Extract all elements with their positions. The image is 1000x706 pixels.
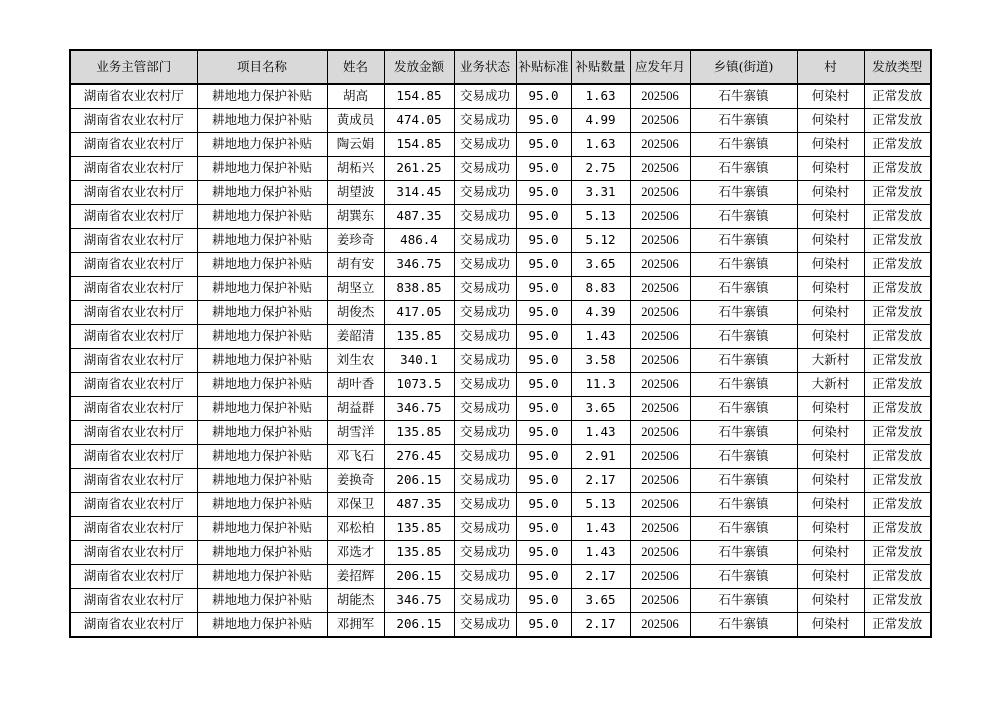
cell-quantity: 1.63 — [571, 133, 630, 157]
cell-type: 正常发放 — [864, 205, 931, 229]
cell-quantity: 3.65 — [571, 253, 630, 277]
cell-standard: 95.0 — [516, 541, 571, 565]
cell-dept: 湖南省农业农村厅 — [70, 469, 197, 493]
cell-type: 正常发放 — [864, 589, 931, 613]
cell-yearmonth: 202506 — [630, 349, 690, 373]
table-row — [70, 181, 931, 205]
cell-status: 交易成功 — [454, 301, 516, 325]
column-header-status: 业务状态 — [454, 50, 516, 84]
cell-quantity: 3.65 — [571, 589, 630, 613]
cell-town: 石牛寨镇 — [690, 565, 797, 589]
table-row — [70, 421, 931, 445]
cell-name: 邓选才 — [327, 541, 384, 565]
cell-village: 何染村 — [797, 613, 864, 638]
cell-name: 邓拥军 — [327, 613, 384, 638]
cell-dept: 湖南省农业农村厅 — [70, 613, 197, 638]
cell-standard: 95.0 — [516, 613, 571, 638]
cell-project: 耕地地力保护补贴 — [197, 613, 327, 638]
cell-quantity: 3.65 — [571, 397, 630, 421]
cell-quantity: 2.91 — [571, 445, 630, 469]
cell-amount: 340.1 — [384, 349, 454, 373]
cell-status: 交易成功 — [454, 445, 516, 469]
cell-village: 何染村 — [797, 84, 864, 109]
table-row — [70, 541, 931, 565]
cell-status: 交易成功 — [454, 253, 516, 277]
cell-quantity: 5.13 — [571, 493, 630, 517]
cell-village: 何染村 — [797, 181, 864, 205]
cell-project: 耕地地力保护补贴 — [197, 445, 327, 469]
cell-village: 何染村 — [797, 157, 864, 181]
cell-status: 交易成功 — [454, 541, 516, 565]
cell-standard: 95.0 — [516, 373, 571, 397]
cell-town: 石牛寨镇 — [690, 421, 797, 445]
cell-village: 何染村 — [797, 517, 864, 541]
cell-standard: 95.0 — [516, 301, 571, 325]
cell-standard: 95.0 — [516, 517, 571, 541]
cell-name: 刘生农 — [327, 349, 384, 373]
cell-type: 正常发放 — [864, 373, 931, 397]
cell-standard: 95.0 — [516, 277, 571, 301]
cell-type: 正常发放 — [864, 157, 931, 181]
cell-amount: 838.85 — [384, 277, 454, 301]
cell-amount: 135.85 — [384, 517, 454, 541]
cell-project: 耕地地力保护补贴 — [197, 397, 327, 421]
cell-dept: 湖南省农业农村厅 — [70, 397, 197, 421]
cell-town: 石牛寨镇 — [690, 397, 797, 421]
cell-name: 胡有安 — [327, 253, 384, 277]
header-row — [70, 50, 931, 84]
table-row — [70, 565, 931, 589]
cell-type: 正常发放 — [864, 229, 931, 253]
cell-town: 石牛寨镇 — [690, 109, 797, 133]
cell-town: 石牛寨镇 — [690, 325, 797, 349]
cell-quantity: 1.43 — [571, 325, 630, 349]
cell-status: 交易成功 — [454, 277, 516, 301]
cell-status: 交易成功 — [454, 229, 516, 253]
cell-amount: 154.85 — [384, 84, 454, 109]
table-row — [70, 397, 931, 421]
cell-dept: 湖南省农业农村厅 — [70, 133, 197, 157]
cell-amount: 474.05 — [384, 109, 454, 133]
cell-status: 交易成功 — [454, 349, 516, 373]
cell-type: 正常发放 — [864, 325, 931, 349]
cell-dept: 湖南省农业农村厅 — [70, 301, 197, 325]
cell-town: 石牛寨镇 — [690, 493, 797, 517]
cell-status: 交易成功 — [454, 565, 516, 589]
column-header-standard: 补贴标准 — [516, 50, 571, 84]
cell-dept: 湖南省农业农村厅 — [70, 84, 197, 109]
cell-quantity: 1.63 — [571, 84, 630, 109]
cell-status: 交易成功 — [454, 181, 516, 205]
cell-status: 交易成功 — [454, 373, 516, 397]
cell-type: 正常发放 — [864, 181, 931, 205]
cell-town: 石牛寨镇 — [690, 541, 797, 565]
cell-standard: 95.0 — [516, 205, 571, 229]
cell-name: 姜韶清 — [327, 325, 384, 349]
table-row — [70, 301, 931, 325]
cell-status: 交易成功 — [454, 109, 516, 133]
cell-village: 何染村 — [797, 541, 864, 565]
cell-village: 何染村 — [797, 469, 864, 493]
cell-dept: 湖南省农业农村厅 — [70, 445, 197, 469]
cell-type: 正常发放 — [864, 613, 931, 638]
cell-project: 耕地地力保护补贴 — [197, 517, 327, 541]
cell-yearmonth: 202506 — [630, 157, 690, 181]
cell-village: 何染村 — [797, 421, 864, 445]
cell-dept: 湖南省农业农村厅 — [70, 109, 197, 133]
cell-standard: 95.0 — [516, 445, 571, 469]
cell-type: 正常发放 — [864, 469, 931, 493]
cell-dept: 湖南省农业农村厅 — [70, 349, 197, 373]
cell-status: 交易成功 — [454, 613, 516, 638]
column-header-town: 乡镇(街道) — [690, 50, 797, 84]
cell-name: 胡坚立 — [327, 277, 384, 301]
cell-project: 耕地地力保护补贴 — [197, 205, 327, 229]
cell-standard: 95.0 — [516, 469, 571, 493]
table-row — [70, 445, 931, 469]
cell-yearmonth: 202506 — [630, 84, 690, 109]
column-header-quantity: 补贴数量 — [571, 50, 630, 84]
cell-name: 姜珍奇 — [327, 229, 384, 253]
cell-status: 交易成功 — [454, 84, 516, 109]
cell-quantity: 1.43 — [571, 541, 630, 565]
subsidy-table-sheet — [69, 49, 932, 638]
cell-yearmonth: 202506 — [630, 421, 690, 445]
cell-yearmonth: 202506 — [630, 469, 690, 493]
cell-dept: 湖南省农业农村厅 — [70, 517, 197, 541]
cell-village: 何染村 — [797, 301, 864, 325]
cell-town: 石牛寨镇 — [690, 517, 797, 541]
cell-amount: 135.85 — [384, 325, 454, 349]
cell-amount: 486.4 — [384, 229, 454, 253]
cell-quantity: 5.12 — [571, 229, 630, 253]
cell-quantity: 8.83 — [571, 277, 630, 301]
cell-project: 耕地地力保护补贴 — [197, 229, 327, 253]
cell-town: 石牛寨镇 — [690, 469, 797, 493]
cell-dept: 湖南省农业农村厅 — [70, 181, 197, 205]
cell-village: 何染村 — [797, 109, 864, 133]
cell-town: 石牛寨镇 — [690, 589, 797, 613]
cell-type: 正常发放 — [864, 445, 931, 469]
cell-quantity: 1.43 — [571, 421, 630, 445]
cell-amount: 487.35 — [384, 205, 454, 229]
cell-type: 正常发放 — [864, 397, 931, 421]
cell-dept: 湖南省农业农村厅 — [70, 229, 197, 253]
cell-project: 耕地地力保护补贴 — [197, 277, 327, 301]
cell-project: 耕地地力保护补贴 — [197, 109, 327, 133]
cell-quantity: 4.99 — [571, 109, 630, 133]
cell-town: 石牛寨镇 — [690, 613, 797, 638]
cell-town: 石牛寨镇 — [690, 277, 797, 301]
cell-town: 石牛寨镇 — [690, 373, 797, 397]
cell-project: 耕地地力保护补贴 — [197, 325, 327, 349]
cell-village: 何染村 — [797, 589, 864, 613]
cell-amount: 346.75 — [384, 253, 454, 277]
cell-name: 邓松柏 — [327, 517, 384, 541]
cell-standard: 95.0 — [516, 109, 571, 133]
cell-type: 正常发放 — [864, 301, 931, 325]
cell-dept: 湖南省农业农村厅 — [70, 277, 197, 301]
cell-yearmonth: 202506 — [630, 373, 690, 397]
cell-standard: 95.0 — [516, 181, 571, 205]
cell-project: 耕地地力保护补贴 — [197, 493, 327, 517]
cell-name: 黄成员 — [327, 109, 384, 133]
cell-dept: 湖南省农业农村厅 — [70, 205, 197, 229]
cell-town: 石牛寨镇 — [690, 253, 797, 277]
cell-type: 正常发放 — [864, 493, 931, 517]
cell-amount: 346.75 — [384, 397, 454, 421]
cell-standard: 95.0 — [516, 229, 571, 253]
cell-quantity: 3.31 — [571, 181, 630, 205]
cell-standard: 95.0 — [516, 325, 571, 349]
cell-dept: 湖南省农业农村厅 — [70, 325, 197, 349]
cell-yearmonth: 202506 — [630, 397, 690, 421]
cell-type: 正常发放 — [864, 277, 931, 301]
cell-status: 交易成功 — [454, 517, 516, 541]
cell-standard: 95.0 — [516, 253, 571, 277]
cell-standard: 95.0 — [516, 589, 571, 613]
cell-village: 大新村 — [797, 349, 864, 373]
cell-type: 正常发放 — [864, 109, 931, 133]
cell-project: 耕地地力保护补贴 — [197, 541, 327, 565]
cell-name: 邓飞石 — [327, 445, 384, 469]
cell-name: 姜换奇 — [327, 469, 384, 493]
table-header — [70, 50, 931, 84]
table-row — [70, 229, 931, 253]
cell-name: 胡巽东 — [327, 205, 384, 229]
cell-project: 耕地地力保护补贴 — [197, 421, 327, 445]
cell-status: 交易成功 — [454, 157, 516, 181]
table-row — [70, 109, 931, 133]
cell-name: 胡雪洋 — [327, 421, 384, 445]
cell-status: 交易成功 — [454, 493, 516, 517]
cell-project: 耕地地力保护补贴 — [197, 349, 327, 373]
cell-yearmonth: 202506 — [630, 253, 690, 277]
cell-amount: 1073.5 — [384, 373, 454, 397]
table-row — [70, 469, 931, 493]
cell-project: 耕地地力保护补贴 — [197, 181, 327, 205]
cell-amount: 206.15 — [384, 565, 454, 589]
cell-project: 耕地地力保护补贴 — [197, 84, 327, 109]
cell-village: 大新村 — [797, 373, 864, 397]
cell-project: 耕地地力保护补贴 — [197, 133, 327, 157]
cell-dept: 湖南省农业农村厅 — [70, 157, 197, 181]
cell-yearmonth: 202506 — [630, 181, 690, 205]
cell-quantity: 1.43 — [571, 517, 630, 541]
cell-village: 何染村 — [797, 445, 864, 469]
cell-town: 石牛寨镇 — [690, 445, 797, 469]
cell-yearmonth: 202506 — [630, 109, 690, 133]
cell-type: 正常发放 — [864, 349, 931, 373]
cell-standard: 95.0 — [516, 84, 571, 109]
cell-status: 交易成功 — [454, 589, 516, 613]
cell-amount: 417.05 — [384, 301, 454, 325]
cell-village: 何染村 — [797, 493, 864, 517]
cell-type: 正常发放 — [864, 84, 931, 109]
cell-standard: 95.0 — [516, 421, 571, 445]
cell-amount: 154.85 — [384, 133, 454, 157]
cell-project: 耕地地力保护补贴 — [197, 565, 327, 589]
cell-yearmonth: 202506 — [630, 229, 690, 253]
cell-village: 何染村 — [797, 253, 864, 277]
cell-project: 耕地地力保护补贴 — [197, 589, 327, 613]
cell-standard: 95.0 — [516, 493, 571, 517]
table-row — [70, 373, 931, 397]
cell-standard: 95.0 — [516, 133, 571, 157]
column-header-amount: 发放金额 — [384, 50, 454, 84]
cell-yearmonth: 202506 — [630, 613, 690, 638]
cell-quantity: 5.13 — [571, 205, 630, 229]
cell-name: 胡望波 — [327, 181, 384, 205]
cell-amount: 487.35 — [384, 493, 454, 517]
cell-town: 石牛寨镇 — [690, 301, 797, 325]
cell-project: 耕地地力保护补贴 — [197, 157, 327, 181]
cell-yearmonth: 202506 — [630, 277, 690, 301]
cell-amount: 206.15 — [384, 613, 454, 638]
cell-yearmonth: 202506 — [630, 493, 690, 517]
cell-type: 正常发放 — [864, 517, 931, 541]
cell-quantity: 2.17 — [571, 565, 630, 589]
table-row — [70, 613, 931, 638]
column-header-name: 姓名 — [327, 50, 384, 84]
cell-project: 耕地地力保护补贴 — [197, 469, 327, 493]
cell-town: 石牛寨镇 — [690, 157, 797, 181]
cell-yearmonth: 202506 — [630, 517, 690, 541]
cell-yearmonth: 202506 — [630, 589, 690, 613]
cell-village: 何染村 — [797, 277, 864, 301]
cell-village: 何染村 — [797, 229, 864, 253]
cell-name: 胡叶香 — [327, 373, 384, 397]
cell-village: 何染村 — [797, 397, 864, 421]
table-body — [70, 84, 931, 637]
column-header-dept: 业务主管部门 — [70, 50, 197, 84]
cell-yearmonth: 202506 — [630, 325, 690, 349]
table-row — [70, 84, 931, 109]
cell-status: 交易成功 — [454, 133, 516, 157]
cell-quantity: 4.39 — [571, 301, 630, 325]
column-header-project: 项目名称 — [197, 50, 327, 84]
cell-status: 交易成功 — [454, 205, 516, 229]
cell-dept: 湖南省农业农村厅 — [70, 565, 197, 589]
cell-town: 石牛寨镇 — [690, 133, 797, 157]
cell-yearmonth: 202506 — [630, 205, 690, 229]
cell-name: 胡能杰 — [327, 589, 384, 613]
cell-type: 正常发放 — [864, 253, 931, 277]
cell-dept: 湖南省农业农村厅 — [70, 589, 197, 613]
table-row — [70, 253, 931, 277]
cell-quantity: 11.3 — [571, 373, 630, 397]
cell-amount: 314.45 — [384, 181, 454, 205]
cell-dept: 湖南省农业农村厅 — [70, 373, 197, 397]
cell-name: 邓保卫 — [327, 493, 384, 517]
cell-dept: 湖南省农业农村厅 — [70, 421, 197, 445]
cell-town: 石牛寨镇 — [690, 229, 797, 253]
cell-project: 耕地地力保护补贴 — [197, 373, 327, 397]
cell-name: 胡高 — [327, 84, 384, 109]
cell-status: 交易成功 — [454, 421, 516, 445]
cell-type: 正常发放 — [864, 133, 931, 157]
cell-amount: 261.25 — [384, 157, 454, 181]
cell-type: 正常发放 — [864, 565, 931, 589]
table-row — [70, 517, 931, 541]
cell-name: 陶云娟 — [327, 133, 384, 157]
table-row — [70, 205, 931, 229]
table-row — [70, 157, 931, 181]
column-header-type: 发放类型 — [864, 50, 931, 84]
cell-yearmonth: 202506 — [630, 301, 690, 325]
cell-status: 交易成功 — [454, 325, 516, 349]
cell-name: 姜招辉 — [327, 565, 384, 589]
cell-yearmonth: 202506 — [630, 133, 690, 157]
cell-yearmonth: 202506 — [630, 445, 690, 469]
cell-standard: 95.0 — [516, 397, 571, 421]
table-row — [70, 277, 931, 301]
cell-quantity: 2.17 — [571, 613, 630, 638]
cell-name: 胡柘兴 — [327, 157, 384, 181]
cell-quantity: 2.75 — [571, 157, 630, 181]
cell-yearmonth: 202506 — [630, 565, 690, 589]
cell-amount: 135.85 — [384, 541, 454, 565]
cell-amount: 206.15 — [384, 469, 454, 493]
table-row — [70, 493, 931, 517]
cell-standard: 95.0 — [516, 565, 571, 589]
table-row — [70, 325, 931, 349]
cell-amount: 346.75 — [384, 589, 454, 613]
cell-name: 胡俊杰 — [327, 301, 384, 325]
cell-status: 交易成功 — [454, 469, 516, 493]
table-row — [70, 589, 931, 613]
cell-project: 耕地地力保护补贴 — [197, 253, 327, 277]
cell-dept: 湖南省农业农村厅 — [70, 493, 197, 517]
cell-amount: 276.45 — [384, 445, 454, 469]
cell-project: 耕地地力保护补贴 — [197, 301, 327, 325]
cell-type: 正常发放 — [864, 541, 931, 565]
cell-standard: 95.0 — [516, 157, 571, 181]
cell-village: 何染村 — [797, 325, 864, 349]
cell-town: 石牛寨镇 — [690, 181, 797, 205]
cell-amount: 135.85 — [384, 421, 454, 445]
cell-name: 胡益群 — [327, 397, 384, 421]
column-header-village: 村 — [797, 50, 864, 84]
cell-town: 石牛寨镇 — [690, 349, 797, 373]
subsidy-table — [69, 49, 932, 638]
cell-village: 何染村 — [797, 205, 864, 229]
cell-town: 石牛寨镇 — [690, 84, 797, 109]
column-header-yearmonth: 应发年月 — [630, 50, 690, 84]
table-row — [70, 133, 931, 157]
cell-village: 何染村 — [797, 565, 864, 589]
cell-quantity: 2.17 — [571, 469, 630, 493]
cell-standard: 95.0 — [516, 349, 571, 373]
table-row — [70, 349, 931, 373]
cell-status: 交易成功 — [454, 397, 516, 421]
cell-town: 石牛寨镇 — [690, 205, 797, 229]
cell-yearmonth: 202506 — [630, 541, 690, 565]
cell-dept: 湖南省农业农村厅 — [70, 253, 197, 277]
cell-quantity: 3.58 — [571, 349, 630, 373]
cell-type: 正常发放 — [864, 421, 931, 445]
cell-village: 何染村 — [797, 133, 864, 157]
cell-dept: 湖南省农业农村厅 — [70, 541, 197, 565]
